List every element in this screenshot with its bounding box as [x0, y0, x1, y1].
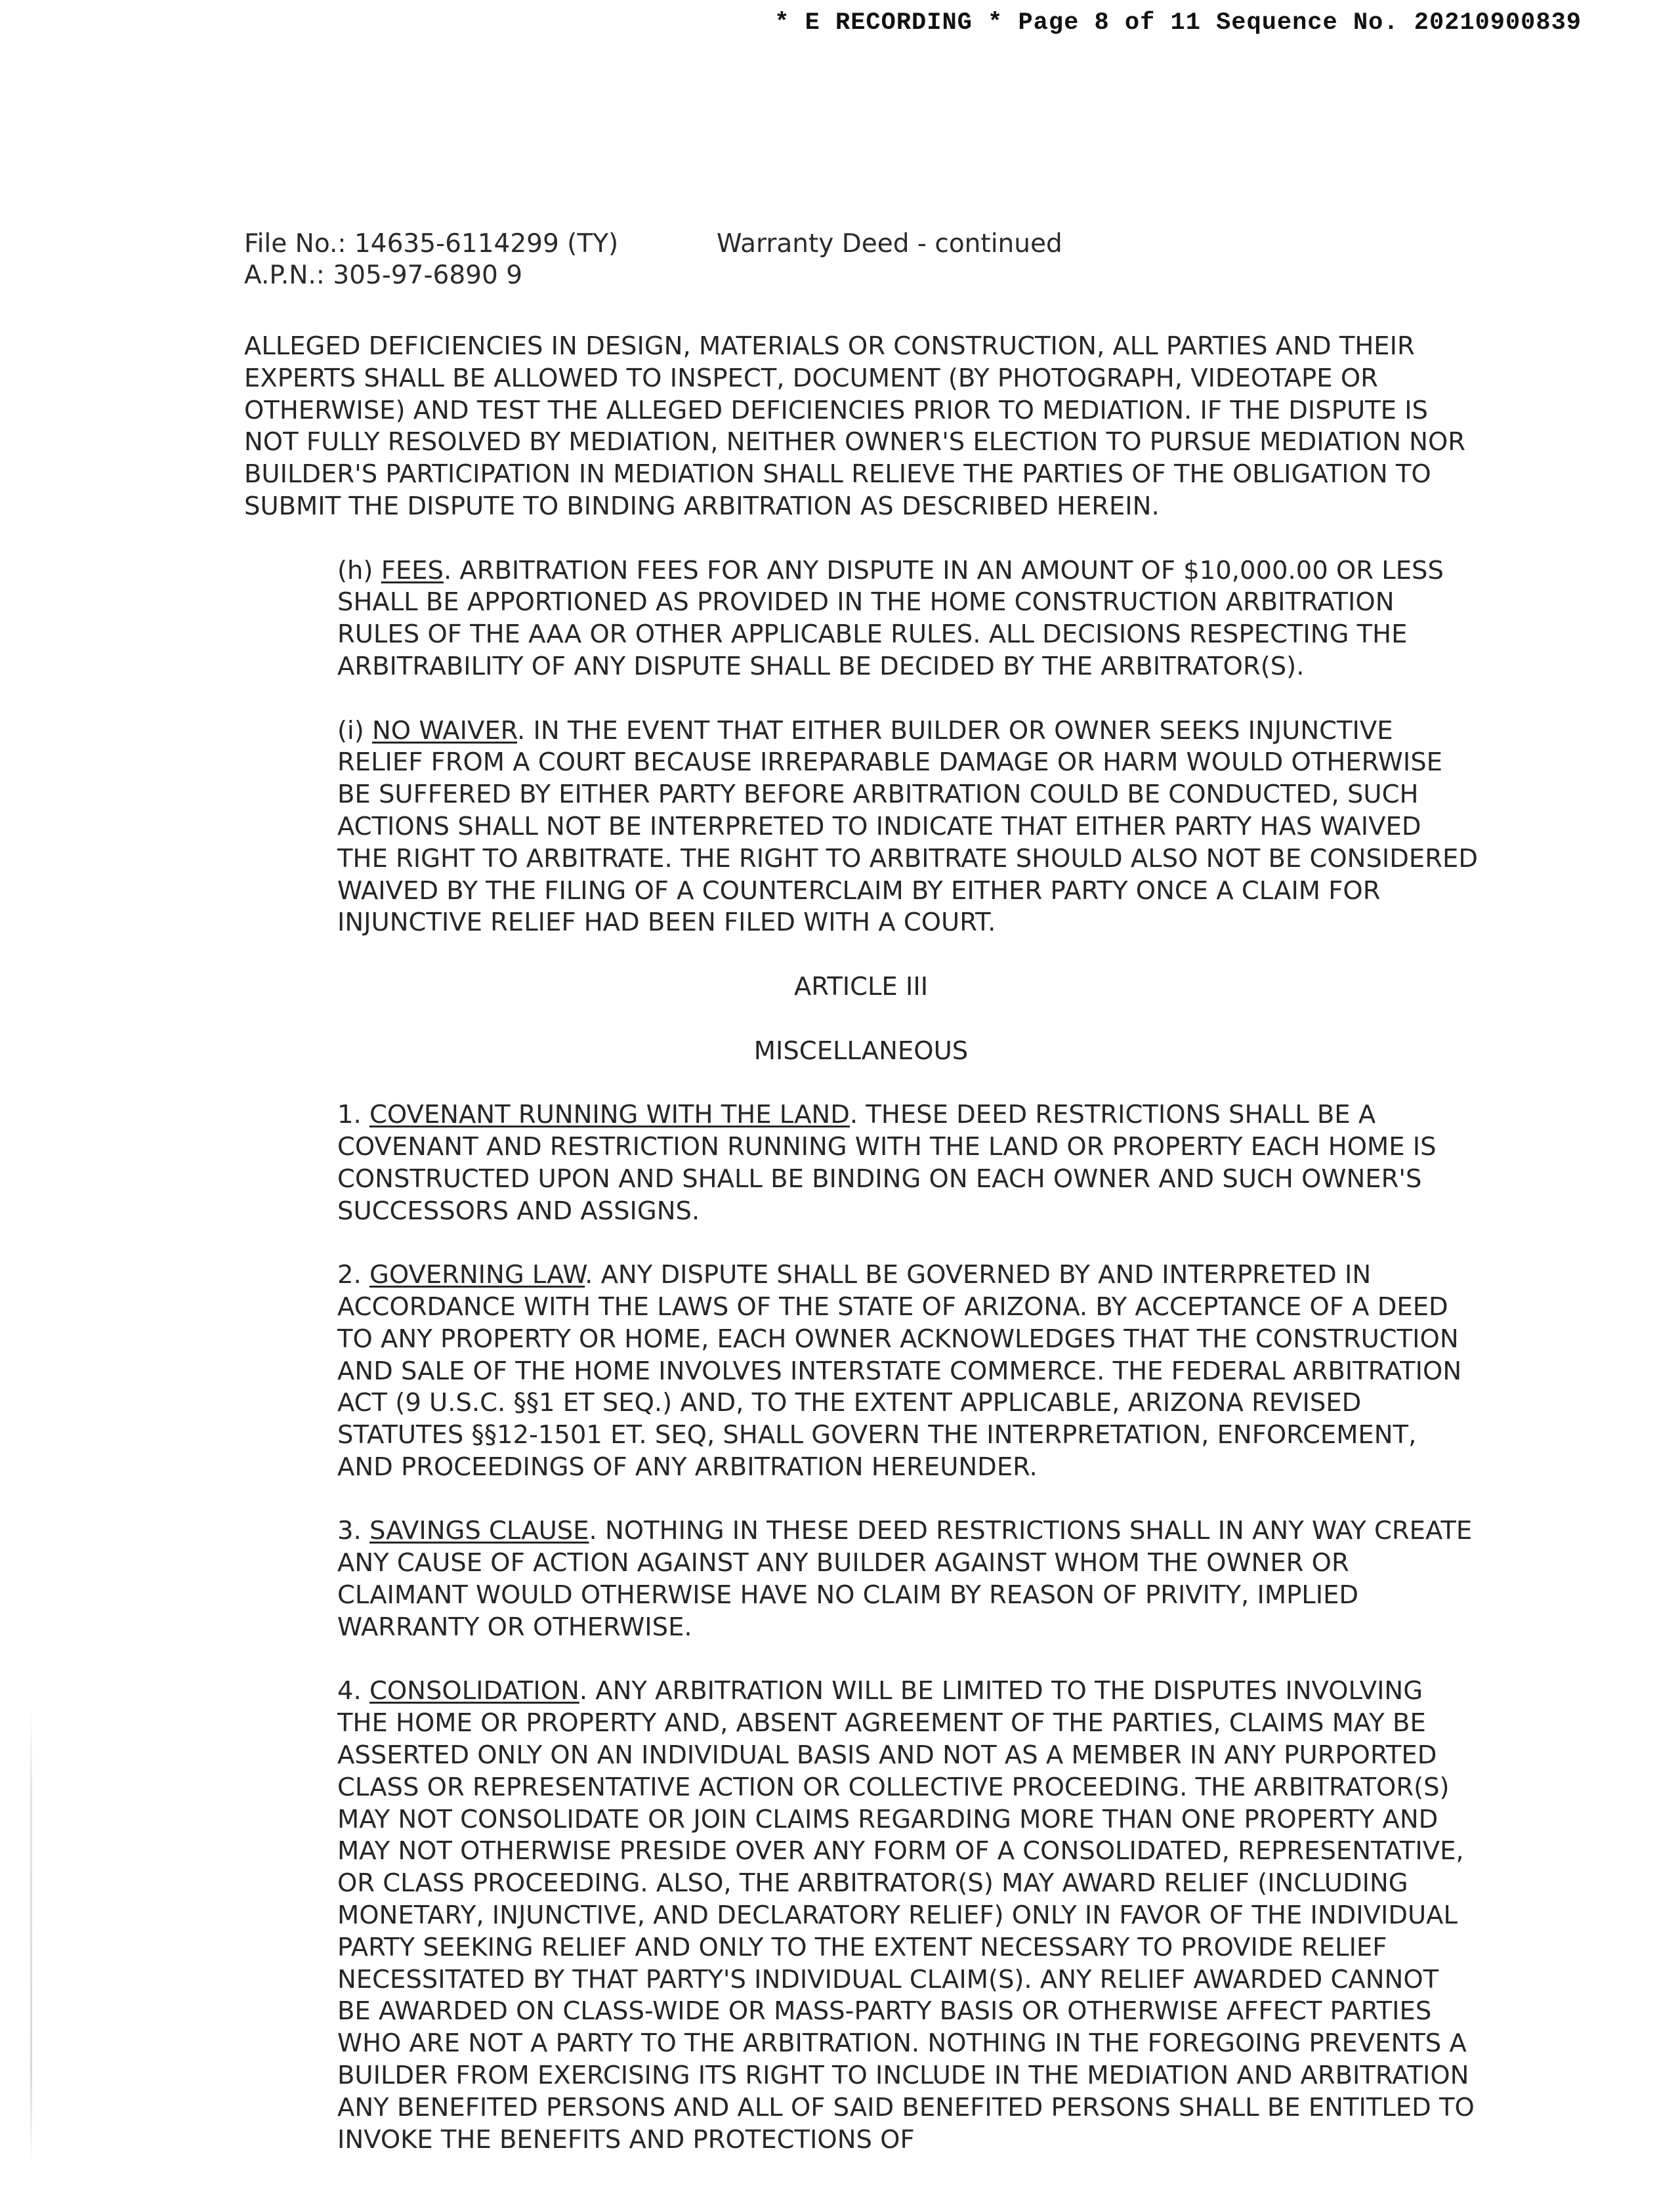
file-number: File No.: 14635-6114299 (TY) [244, 229, 619, 259]
article-subheading: MISCELLANEOUS [753, 1036, 969, 1066]
paragraph-h-prefix: (h) [337, 555, 381, 585]
paragraph-i-prefix: (i) [337, 715, 372, 746]
section-2-title: GOVERNING LAW [369, 1260, 585, 1290]
section-4 [244, 1675, 1478, 2156]
section-3-text: . NOTHING IN THESE DEED RESTRICTIONS SHALL IN ANY WAY CREATE ANY CAUSE OF ACTION AGAINST ANY BUILDER AGAINST WHOM THE OWNER OR CLAIMANT WOULD OTHERWISE HAVE NO CLAIM BY REASON OF PRIVITY, IMPLIED WARRANTY OR OTHERWISE. [337, 1516, 1473, 1642]
document-body [244, 331, 1478, 2188]
scan-edge-artifact [30, 1706, 32, 2166]
paragraph-i-text: . IN THE EVENT THAT EITHER BUILDER OR OWNER SEEKS INJUNCTIVE RELIEF FROM A COURT BECAUSE IRREPARABLE DAMAGE OR HARM WOULD OTHERWISE BE SUFFERED BY EITHER PARTY BEFORE ARBITRATION COULD BE CONDUCTED, SUCH ACTIONS SHALL NOT BE INTERPRETED TO INDICATE THAT EITHER PARTY HAS WAIVED THE RIGHT TO ARBITRATE. THE RIGHT TO ARBITRATE SHOULD ALSO NOT BE CONSIDERED WAIVED BY THE FILING OF A COUNTERCLAIM BY EITHER PARTY ONCE A CLAIM FOR INJUNCTIVE RELIEF HAD BEEN FILED WITH A COURT. [337, 715, 1478, 938]
section-4-number: 4. [337, 1676, 369, 1706]
section-1 [244, 1099, 1478, 1227]
section-2-number: 2. [337, 1260, 369, 1290]
file-info-block [244, 228, 1062, 291]
paragraph-i-title: NO WAIVER [371, 715, 518, 746]
section-2-text: . ANY DISPUTE SHALL BE GOVERNED BY AND INTERPRETED IN ACCORDANCE WITH THE LAWS OF THE STATE OF ARIZONA. BY ACCEPTANCE OF A DEED TO ANY PROPERTY OR HOME, EACH OWNER ACKNOWLEDGES THAT THE CONSTRUCTION AND SALE OF THE HOME INVOLVES INTERSTATE COMMERCE. THE FEDERAL ARBITRATION ACT (9 U.S.C. §§1 ET SEQ.) AND, TO THE EXTENT APPLICABLE, ARIZONA REVISED STATUTES §§12-1501 ET. SEQ, SHALL GOVERN THE INTERPRETATION, ENFORCEMENT, AND PROCEEDINGS OF ANY ARBITRATION HEREUNDER. [337, 1260, 1462, 1482]
apn-number: A.P.N.: 305-97-6890 9 [244, 261, 523, 290]
recording-header: * E RECORDING * Page 8 of 11 Sequence No. 20210900839 [774, 9, 1582, 37]
paragraph-h-fees [244, 555, 1478, 683]
paragraph-h-title: FEES [381, 555, 444, 585]
article-heading: ARTICLE III [793, 971, 929, 1001]
section-1-title: COVENANT RUNNING WITH THE LAND [369, 1100, 850, 1130]
paragraph-h-text: . ARBITRATION FEES FOR ANY DISPUTE IN AN AMOUNT OF $10,000.00 OR LESS SHALL BE APPORTIONED AS PROVIDED IN THE HOME CONSTRUCTION ARBITRATION RULES OF THE AAA OR OTHER APPLICABLE RULES. ALL DECISIONS RESPECTING THE ARBITRABILITY OF ANY DISPUTE SHALL BE DECIDED BY THE ARBITRATOR(S). [337, 555, 1444, 681]
paragraph-i-no-waiver [244, 715, 1478, 940]
section-4-title: CONSOLIDATION [369, 1676, 579, 1706]
section-4-text: . ANY ARBITRATION WILL BE LIMITED TO THE DISPUTES INVOLVING THE HOME OR PROPERTY AND, ABSENT AGREEMENT OF THE PARTIES, CLAIMS MAY BE ASSERTED ONLY ON AN INDIVIDUAL BASIS AND NOT AS A MEMBER IN ANY PURPORTED CLASS OR REPRESENTATIVE ACTION OR COLLECTIVE PROCEEDING. THE ARBITRATOR(S) MAY NOT CONSOLIDATE OR JOIN CLAIMS REGARDING MORE THAN ONE PROPERTY AND MAY NOT OTHERWISE PRESIDE OVER ANY FORM OF A CONSOLIDATED, REPRESENTATIVE, OR CLASS PROCEEDING. ALSO, THE ARBITRATOR(S) MAY AWARD RELIEF (INCLUDING MONETARY, INJUNCTIVE, AND DECLARATORY RELIEF) ONLY IN FAVOR OF THE INDIVIDUAL PARTY SEEKING RELIEF AND ONLY TO THE EXTENT NECESSARY TO PROVIDE RELIEF NECESSITATED BY THAT PARTY'S INDIVIDUAL CLAIM(S). ANY RELIEF AWARDED CANNOT BE AWARDED ON CLASS-WIDE OR MASS-PARTY BASIS OR OTHERWISE AFFECT PARTIES WHO ARE NOT A PARTY TO THE ARBITRATION. NOTHING IN THE FOREGOING PREVENTS A BUILDER FROM EXERCISING ITS RIGHT TO INCLUDE IN THE MEDIATION AND ARBITRATION ANY BENEFITED PERSONS AND ALL OF SAID BENEFITED PERSONS SHALL BE ENTITLED TO INVOKE THE BENEFITS AND PROTECTIONS OF [337, 1676, 1475, 2155]
section-1-text: . THESE DEED RESTRICTIONS SHALL BE A COVENANT AND RESTRICTION RUNNING WITH THE LAND OR PROPERTY EACH HOME IS CONSTRUCTED UPON AND SHALL BE BINDING ON EACH OWNER AND SUCH OWNER'S SUCCESSORS AND ASSIGNS. [337, 1100, 1437, 1226]
section-3-number: 3. [337, 1516, 369, 1546]
section-3 [244, 1515, 1478, 1643]
paragraph-intro: ALLEGED DEFICIENCIES IN DESIGN, MATERIALS OR CONSTRUCTION, ALL PARTIES AND THEIR EXPERTS SHALL BE ALLOWED TO INSPECT, DOCUMENT (BY PHOTOGRAPH, VIDEOTAPE OR OTHERWISE) AND TEST THE ALLEGED DEFICIENCIES PRIOR TO MEDIATION. IF THE DISPUTE IS NOT FULLY RESOLVED BY MEDIATION, NEITHER OWNER'S ELECTION TO PURSUE MEDIATION NOR BUILDER'S PARTICIPATION IN MEDIATION SHALL RELIEVE THE PARTIES OF THE OBLIGATION TO SUBMIT THE DISPUTE TO BINDING ARBITRATION AS DESCRIBED HEREIN. [244, 331, 1466, 521]
section-3-title: SAVINGS CLAUSE [369, 1516, 589, 1546]
section-2 [244, 1259, 1478, 1484]
section-1-number: 1. [337, 1100, 369, 1130]
deed-continued-label: Warranty Deed - continued [717, 229, 1062, 259]
